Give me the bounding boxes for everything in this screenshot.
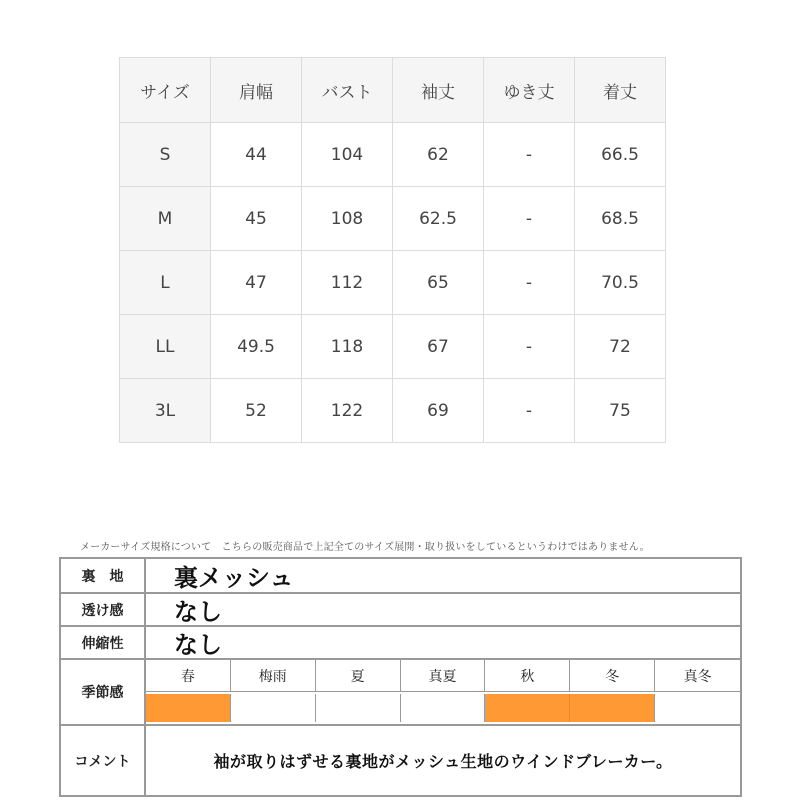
size-table-row xyxy=(120,315,666,379)
season-name: 夏 xyxy=(316,660,401,692)
size-value-cell: 112 xyxy=(302,251,393,315)
size-value-cell: 47 xyxy=(211,251,302,315)
season-indicator xyxy=(146,694,231,722)
stretch-row xyxy=(61,627,740,660)
size-value-cell: 62.5 xyxy=(393,187,484,251)
transparency-row xyxy=(61,594,740,627)
size-value-cell: 108 xyxy=(302,187,393,251)
size-table-row xyxy=(120,187,666,251)
season-label: 季節感 xyxy=(61,660,146,724)
size-label-cell: 3L xyxy=(120,379,211,443)
size-value-cell: 52 xyxy=(211,379,302,443)
size-value-cell: 49.5 xyxy=(211,315,302,379)
size-value-cell: 72 xyxy=(575,315,666,379)
season-indicator xyxy=(570,694,655,722)
size-value-cell: - xyxy=(484,379,575,443)
size-note: メーカーサイズ規格について こちらの販売商品で上記全てのサイズ展開・取り扱いをしているというわけではありません。 xyxy=(80,542,650,553)
stretch-label: 伸縮性 xyxy=(61,627,146,658)
season-indicator xyxy=(485,694,570,722)
season-indicator xyxy=(316,694,401,722)
size-label-cell: M xyxy=(120,187,211,251)
size-table-header-cell: サイズ xyxy=(120,58,211,123)
size-table-row xyxy=(120,251,666,315)
season-indicator xyxy=(655,694,740,722)
season-name: 真冬 xyxy=(655,660,740,692)
transparency-label: 透け感 xyxy=(61,594,146,625)
size-value-cell: 104 xyxy=(302,123,393,187)
size-label-cell: L xyxy=(120,251,211,315)
size-label-cell: LL xyxy=(120,315,211,379)
size-table-header-row xyxy=(120,58,666,123)
lining-label: 裏 地 xyxy=(61,559,146,592)
season-name: 秋 xyxy=(485,660,570,692)
size-table xyxy=(119,57,666,443)
size-value-cell: 65 xyxy=(393,251,484,315)
stretch-value: なし xyxy=(174,631,222,659)
size-value-cell: 62 xyxy=(393,123,484,187)
size-table-header-cell: バスト xyxy=(302,58,393,123)
comment-value: 袖が取りはずせる裏地がメッシュ生地のウインドブレーカー。 xyxy=(213,752,673,771)
season-row xyxy=(61,660,740,726)
size-table-header-cell: ゆき丈 xyxy=(484,58,575,123)
size-value-cell: 75 xyxy=(575,379,666,443)
season-indicator xyxy=(231,694,316,722)
spec-table xyxy=(59,557,742,797)
season-indicator xyxy=(401,694,486,722)
size-table-row xyxy=(120,123,666,187)
season-name: 真夏 xyxy=(401,660,486,692)
size-value-cell: - xyxy=(484,123,575,187)
size-value-cell: 118 xyxy=(302,315,393,379)
size-value-cell: 70.5 xyxy=(575,251,666,315)
size-value-cell: - xyxy=(484,251,575,315)
size-value-cell: 69 xyxy=(393,379,484,443)
size-table-header-cell: 着丈 xyxy=(575,58,666,123)
comment-label: コメント xyxy=(61,726,146,795)
size-table-row xyxy=(120,379,666,443)
lining-value: 裏メッシュ xyxy=(174,564,294,592)
size-table-header-cell: 袖丈 xyxy=(393,58,484,123)
size-value-cell: 67 xyxy=(393,315,484,379)
lining-row xyxy=(61,559,740,594)
season-name: 梅雨 xyxy=(231,660,316,692)
season-name: 冬 xyxy=(570,660,655,692)
size-value-cell: - xyxy=(484,315,575,379)
season-grid xyxy=(146,660,740,724)
size-value-cell: 122 xyxy=(302,379,393,443)
size-table-header-cell: 肩幅 xyxy=(211,58,302,123)
size-value-cell: 45 xyxy=(211,187,302,251)
size-value-cell: 66.5 xyxy=(575,123,666,187)
size-label-cell: S xyxy=(120,123,211,187)
comment-row xyxy=(61,726,740,795)
size-value-cell: - xyxy=(484,187,575,251)
season-name: 春 xyxy=(146,660,231,692)
size-value-cell: 68.5 xyxy=(575,187,666,251)
transparency-value: なし xyxy=(174,598,222,626)
size-value-cell: 44 xyxy=(211,123,302,187)
